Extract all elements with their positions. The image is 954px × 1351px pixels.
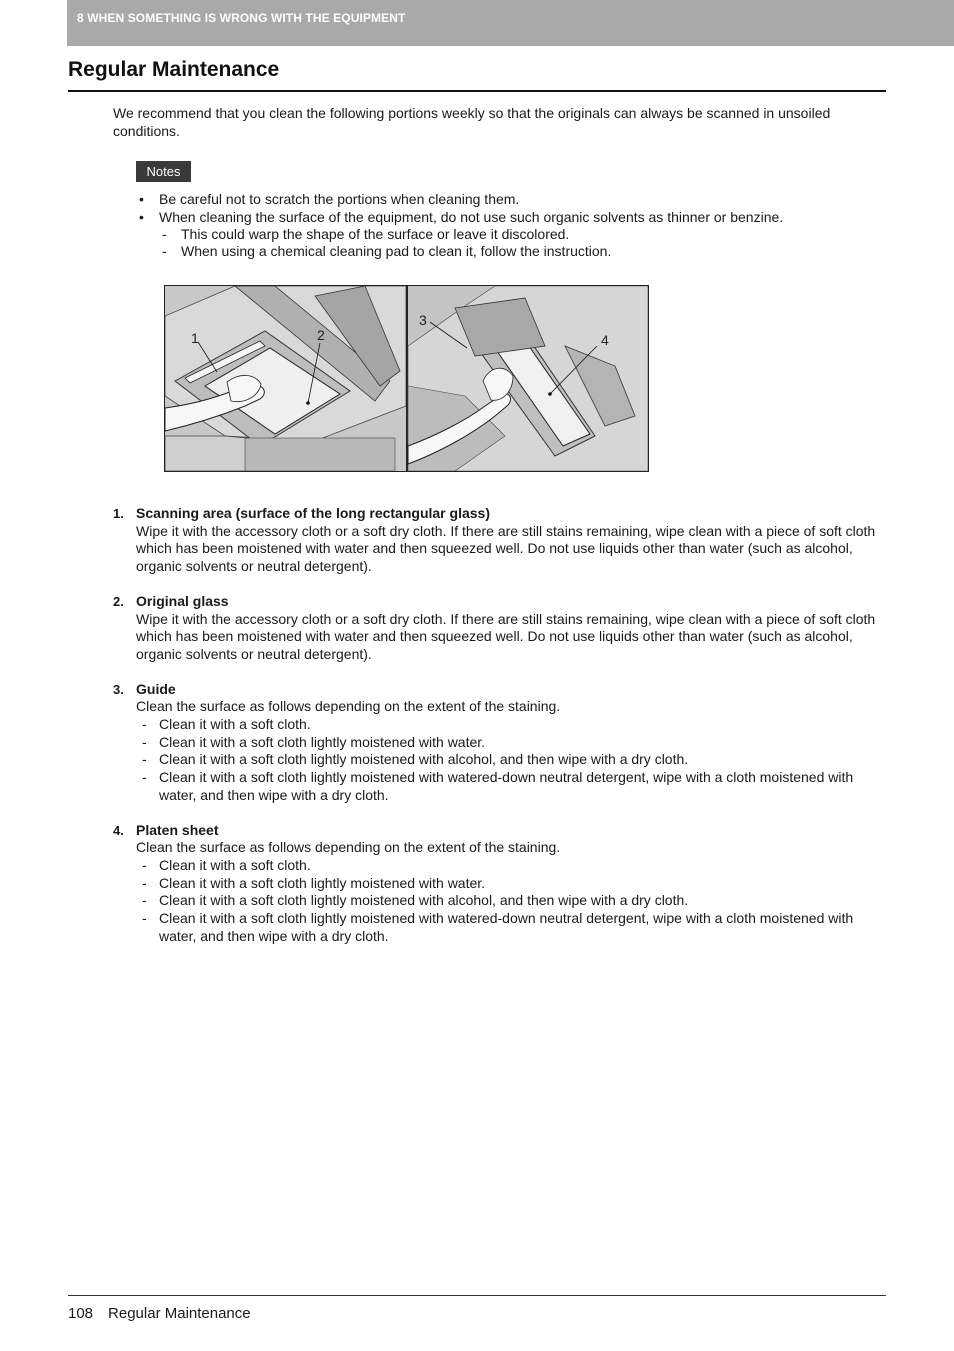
chapter-header-text: 8 WHEN SOMETHING IS WRONG WITH THE EQUIPMENT [77,11,406,25]
dash-mark: - [142,733,147,750]
cleaning-item [113,681,883,805]
bullet-mark: • [139,209,144,225]
dash-mark: - [142,856,147,873]
intro-paragraph: We recommend that you clean the following portions weekly so that the originals can always be scanned in unsoiled conditions. [113,105,831,139]
callout-3: 3 [419,312,427,328]
item-step [136,875,883,893]
bullet-mark: • [139,191,144,207]
page-number: 108 [68,1305,94,1322]
item-description: Clean the surface as follows depending on the extent of the staining. [136,698,561,715]
scanner-illustration [165,286,648,471]
footer-section: Regular Maintenance [108,1305,251,1322]
item-title: Scanning area (surface of the long rectangular glass) [136,505,490,521]
cleaning-item [113,822,883,946]
footer-divider [68,1295,886,1296]
item-step [136,892,883,910]
dash-mark: - [142,769,147,786]
item-step [136,910,883,945]
item-title: Guide [136,680,176,697]
item-description: Wipe it with the accessory cloth or a soft dry cloth. If there are still stains remaining, wipe clean with a piece of soft cloth which has been moistened with water and then squeezed well. Do not use liquids other than water (such as alcohol, organic solvents or neutral detergent). [136,610,876,662]
page-footer [68,1305,251,1322]
item-description: Clean the surface as follows depending on the extent of the staining. [136,839,561,856]
dash-mark: - [142,751,147,768]
cleaning-items-list [113,505,883,962]
item-step [136,734,883,752]
dash-mark: - [142,910,147,927]
title-divider [68,90,886,92]
chapter-header-bar [67,0,954,46]
dash-mark: - [162,226,167,242]
step-text: Clean it with a soft cloth lightly moistened with alcohol, and then wipe with a dry cloth. [159,751,689,768]
cleaning-illustration [164,285,649,472]
note-text: When cleaning the surface of the equipment, do not use such organic solvents as thinner or benzine. [159,209,784,225]
item-title: Platen sheet [136,821,219,838]
item-number: 3. [113,681,124,697]
note-bullet [136,190,876,208]
step-text: Clean it with a soft cloth. [159,716,311,733]
note-bullet [136,208,876,226]
dash-mark: - [162,243,167,259]
callout-1: 1 [191,330,199,346]
item-number: 2. [113,593,124,609]
step-text: Clean it with a soft cloth. [159,856,311,873]
note-sub-item [136,243,876,260]
callout-2: 2 [317,327,325,343]
item-step [136,751,883,769]
callout-4: 4 [601,332,609,348]
notes-badge: Notes [136,161,191,182]
step-text: Clean it with a soft cloth lightly moistened with water. [159,733,486,750]
note-sub-item [136,226,876,243]
note-sub-text: This could warp the shape of the surface or leave it discolored. [181,226,570,242]
dash-mark: - [142,716,147,733]
step-text: Clean it with a soft cloth lightly moistened with watered-down neutral detergent, wipe with a cloth moistened with water, and then wipe with a dry cloth. [159,910,854,944]
page-title: Regular Maintenance [68,58,280,81]
dash-mark: - [142,892,147,909]
item-number: 4. [113,822,124,838]
item-number: 1. [113,506,124,521]
notes-list [136,190,876,260]
note-text: Be careful not to scratch the portions when cleaning them. [159,191,520,207]
step-text: Clean it with a soft cloth lightly moistened with water. [159,874,486,891]
cleaning-item [113,505,883,576]
cleaning-item [113,593,883,664]
step-text: Clean it with a soft cloth lightly moistened with watered-down neutral detergent, wipe with a cloth moistened with water, and then wipe with a dry cloth. [159,769,854,803]
item-title: Original glass [136,592,229,609]
note-sub-text: When using a chemical cleaning pad to clean it, follow the instruction. [181,243,612,259]
item-step [136,769,883,804]
item-description: Wipe it with the accessory cloth or a soft dry cloth. If there are still stains remaining, wipe clean with a piece of soft cloth which has been moistened with water and then squeezed well. Do not use liquids other than water (such as alcohol, organic solvents or neutral detergent). [136,522,876,575]
item-step [136,716,883,734]
dash-mark: - [142,874,147,891]
item-step [136,857,883,875]
step-text: Clean it with a soft cloth lightly moistened with alcohol, and then wipe with a dry cloth. [159,892,689,909]
